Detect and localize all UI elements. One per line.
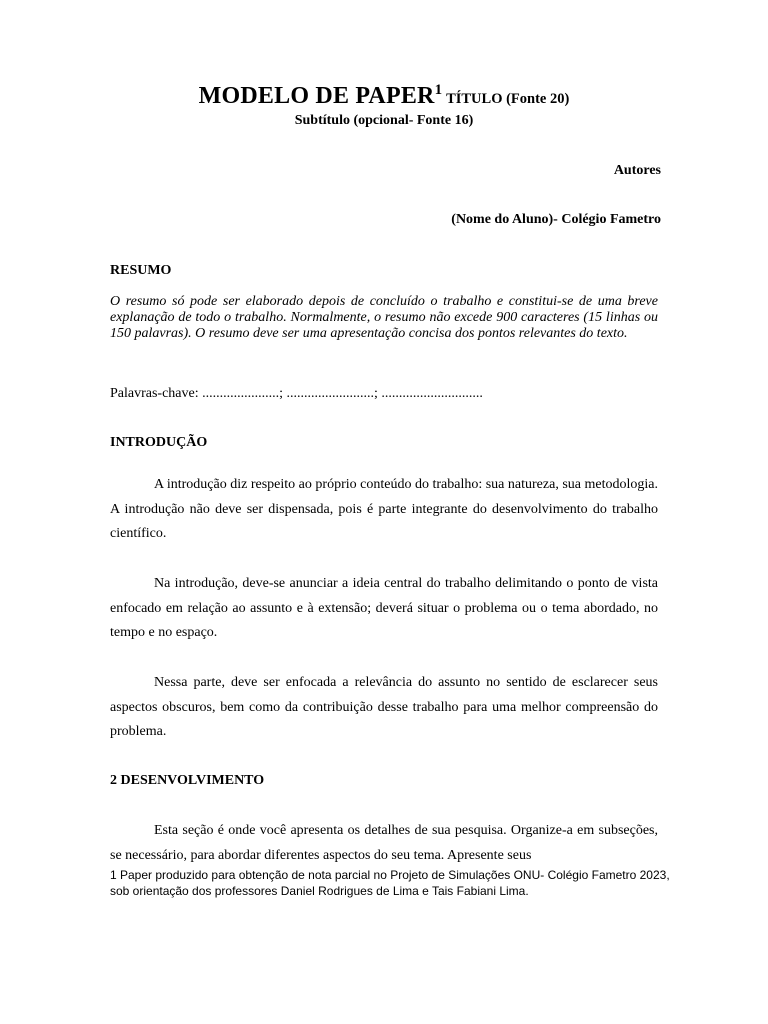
introducao-paragraph-1: A introdução diz respeito ao próprio conteúdo do trabalho: sua natureza, sua metodologia. A introdução não deve ser dispensada, pois é parte integrante do desenvolvimento do trabalho científico. <box>110 477 658 541</box>
resumo-text: O resumo só pode ser elaborado depois de concluído o trabalho e constitui-se de uma breve explanação de todo o trabalho. Normalmente, o resumo não excede 900 caracteres (15 linhas ou 150 palavras). O resumo deve ser uma apresentação concisa dos pontos relevantes do texto. <box>110 294 658 341</box>
desenvolvimento-paragraph: Esta seção é onde você apresenta os detalhes de sua pesquisa. Organize-a em subseções, se necessário, para abordar diferentes aspectos do seu tema. Apresente seus <box>110 823 658 863</box>
desenvolvimento-heading: 2 DESENVOLVIMENTO <box>110 773 265 788</box>
resumo-heading: RESUMO <box>110 263 172 278</box>
document-subtitle: Subtítulo (opcional- Fonte 16) <box>294 113 474 128</box>
keywords-line: Palavras-chave: ......................; .........................; ............................. <box>110 386 483 401</box>
footnote: 1 Paper produzido para obtenção de nota parcial no Projeto de Simulações ONU- Colégio Fametro 2023, sob orientação dos professores Daniel Rodrigues de Lima e Tais Fabiani Lima. <box>110 868 670 898</box>
title-text: MODELO DE PAPER <box>198 83 435 109</box>
authors-label: Autores <box>613 163 661 178</box>
author-name: (Nome do Aluno)- Colégio Fametro <box>451 212 661 227</box>
document-title <box>0 82 768 110</box>
introducao-paragraph-3: Nessa parte, deve ser enfocada a relevância do assunto no sentido de esclarecer seus aspectos obscuros, bem como da contribuição desse trabalho para uma melhor compreensão do problema. <box>110 675 658 739</box>
introducao-paragraph-2: Na introdução, deve-se anunciar a ideia central do trabalho delimitando o ponto de vista enfocado em relação ao assunto e à extensão; deverá situar o problema ou o tema abordado, no tempo e no espaço. <box>110 576 658 640</box>
title-note: TÍTULO (Fonte 20) <box>446 91 570 107</box>
introducao-heading: INTRODUÇÃO <box>110 435 208 450</box>
footnote-marker: 1 <box>434 82 443 98</box>
